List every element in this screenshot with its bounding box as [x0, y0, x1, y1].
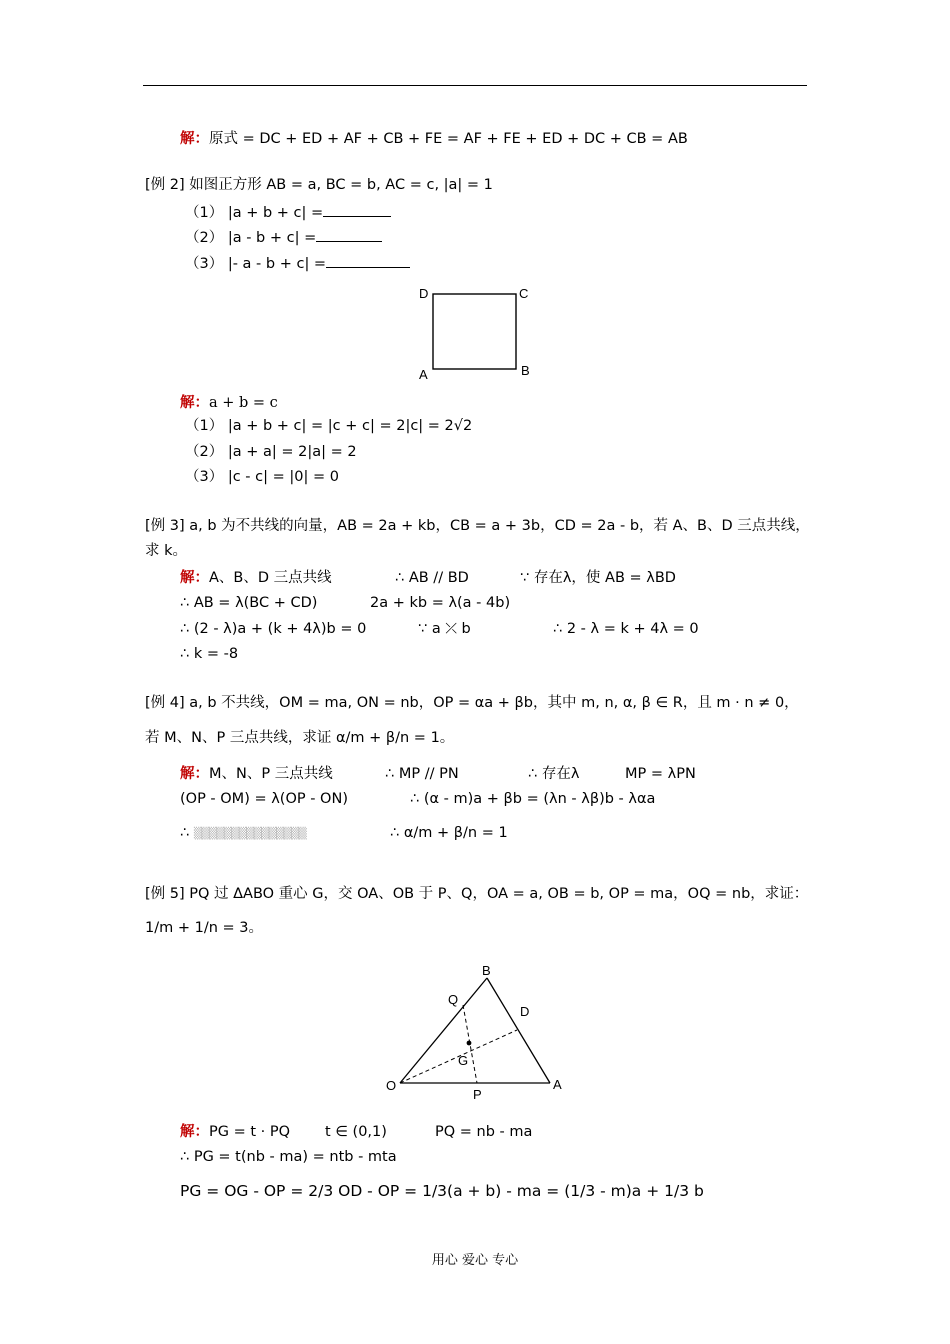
ex3-heading-2: 求 k。 — [145, 543, 188, 559]
tri-label-q: Q — [448, 992, 459, 1007]
ex2-q3-blank — [326, 253, 410, 268]
ex2-q1-text: （1） |a + b + c| = — [185, 205, 324, 221]
ex2-s2: （2） |a + a| = 2|a| = 2 — [185, 444, 357, 460]
ex2-s1: （1） |a + b + c| = |c + c| = 2|c| = 2√2 — [185, 418, 473, 434]
ex2-heading: [例 2] 如图正方形 AB = a, BC = b, AC = c, |a| = 1 — [145, 177, 493, 193]
square-shape — [433, 294, 516, 369]
ex3-l2a: ∴ AB = λ(BC + CD) — [180, 595, 318, 611]
square-diagram — [410, 280, 540, 382]
ex4-jie-label: 解： — [180, 766, 209, 782]
triangle-diagram — [380, 958, 580, 1103]
ex3-heading: [例 3] a, b 为不共线的向量，AB = 2a + kb，CB = a + 3b，CD = 2a - b，若 A、B、D 三点共线， — [145, 518, 810, 534]
ex2-solution-intro — [180, 393, 278, 413]
ex4-l1c: ∴ 存在λ — [528, 766, 580, 782]
edge-ba — [487, 978, 550, 1083]
ex3-l3a: ∴ (2 - λ)a + (k + 4λ)b = 0 — [180, 621, 367, 637]
square-label-b: B — [521, 363, 530, 378]
ex5-l3: PG = OG - OP = 2/3 OD - OP = 1/3(a + b) - ma = (1/3 - m)a + 1/3 b — [180, 1182, 704, 1200]
tri-label-o: O — [386, 1078, 397, 1093]
ex3-l1b: ∴ AB // BD — [395, 570, 469, 586]
ex5-heading: [例 5] PQ 过 ΔABO 重心 G，交 OA、OB 于 P、Q，OA = a, OB = b, OP = ma，OQ = nb，求证： — [145, 886, 809, 902]
ex4-faded-equation-image: ▒▒▒▒▒▒▒▒▒▒▒▒▒▒▒ — [193, 827, 306, 840]
ex4-heading-2 — [145, 728, 454, 748]
square-label-a: A — [419, 367, 428, 382]
ex2-s3: （3） |c - c| = |0| = 0 — [185, 469, 339, 485]
ex5-l1c: PQ = nb - ma — [435, 1124, 533, 1140]
ex5-jie-label: 解： — [180, 1124, 209, 1140]
ex3-jie-label: 解： — [180, 570, 209, 586]
ex4-l1b: ∴ MP // PN — [385, 766, 459, 782]
ex3-l1c: ∵ 存在λ，使 AB = λBD — [520, 570, 676, 586]
ex4-heading: [例 4] a, b 不共线，OM = ma, ON = nb，OP = αa + βb，其中 m, n, α, β ∈ R，且 m · n ≠ 0， — [145, 695, 799, 711]
ex2-question-3 — [185, 253, 410, 274]
ex3-l4: ∴ k = -8 — [180, 646, 239, 662]
ex5-line-1 — [180, 1122, 290, 1142]
ex2-question-1 — [185, 202, 391, 223]
ex4-l2b: ∴ (α - m)a + βb = (λn - λβ)b - λαa — [410, 791, 656, 807]
tri-label-p: P — [473, 1087, 482, 1102]
tri-label-a: A — [553, 1077, 562, 1092]
ex4-l3a: ∴ — [180, 825, 190, 841]
square-label-d: D — [419, 286, 429, 301]
ex2-q1-blank — [323, 202, 391, 217]
ex5-l1a: PG = t · PQ — [209, 1124, 291, 1140]
ex4-head2a: 若 M、N、P 三点共线，求证 — [145, 730, 332, 746]
ex3-l2b: 2a + kb = λ(a - 4b) — [370, 595, 511, 611]
ex3-l3b: ∵ a ⤫ b — [418, 621, 471, 637]
ex5-l2: ∴ PG = t(nb - ma) = ntb - mta — [180, 1149, 397, 1165]
ex4-line-3 — [180, 823, 306, 844]
centroid-point — [467, 1041, 472, 1046]
ex1-jie-label: 解： — [180, 131, 209, 147]
square-label-c: C — [519, 286, 529, 301]
ex2-q2-text: （2） |a - b + c| = — [185, 230, 317, 246]
ex4-head2b: α/m + β/n = 1。 — [335, 730, 455, 746]
tri-label-g: G — [458, 1053, 469, 1068]
ex2-q2-blank — [316, 227, 382, 242]
ex3-line-1 — [180, 568, 332, 588]
ex1-solution-text: 原式 = DC + ED + AF + CB + FE = AF + FE + ED + DC + CB = AB — [209, 131, 688, 147]
ex4-l3b: ∴ α/m + β/n = 1 — [390, 825, 508, 841]
ex4-l2a: (OP - OM) = λ(OP - ON) — [180, 791, 348, 807]
ex2-s0: a + b = c — [209, 395, 278, 411]
ex2-question-2 — [185, 227, 382, 248]
page-footer: 用心 爱心 专心 — [431, 1253, 519, 1268]
header-rule — [143, 85, 807, 86]
ex4-l1d: MP = λPN — [625, 766, 696, 782]
ex5-heading-2: 1/m + 1/n = 3。 — [145, 920, 263, 936]
tri-label-d: D — [520, 1004, 530, 1019]
ex3-l3c: ∴ 2 - λ = k + 4λ = 0 — [553, 621, 699, 637]
ex5-l1b: t ∈ (0,1) — [325, 1124, 387, 1140]
ex4-l1a: M、N、P 三点共线 — [209, 766, 333, 782]
ex2-q3-text: （3） |- a - b + c| = — [185, 256, 327, 272]
tri-label-b: B — [482, 963, 491, 978]
ex4-line-1 — [180, 764, 333, 784]
ex1-solution — [180, 129, 688, 149]
ex3-l1a: A、B、D 三点共线 — [209, 570, 332, 586]
ex2-jie-label: 解： — [180, 395, 209, 411]
